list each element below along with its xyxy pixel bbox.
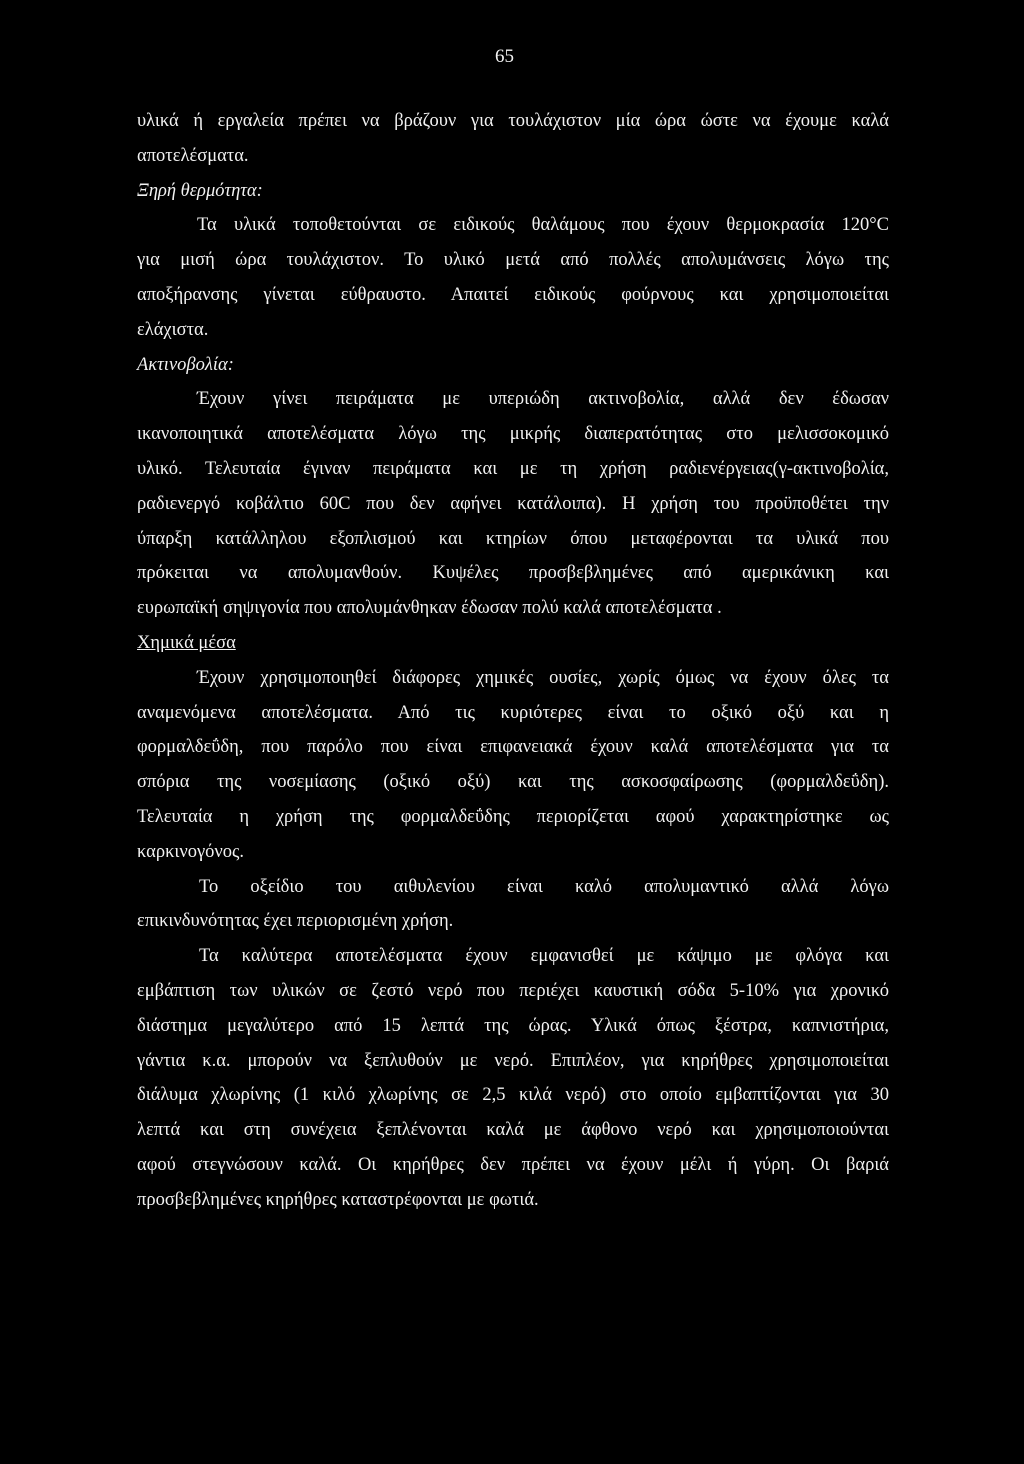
text-line: Τελευταία η χρήση της φορμαλδεΰδης περιορίζεται αφού χαρακτηρίστηκε ως — [137, 806, 889, 827]
page-body — [137, 104, 889, 1218]
text-line: ελάχιστα. — [137, 319, 209, 340]
text-line: ύπαρξη κατάλληλου εξοπλισμού και κτηρίων όπου μεταφέρονται τα υλικά που — [137, 528, 889, 549]
text-line: λεπτά και στη συνέχεια ξεπλένονται καλά με άφθονο νερό και χρησιμοποιούνται — [137, 1120, 889, 1141]
text-line: πρόκειται να απολυμανθούν. Κυψέλες προσβεβλημένες από αμερικάνικη και — [137, 563, 889, 584]
text-line: αποτελέσματα. — [137, 145, 249, 166]
text-line: σπόρια της νοσεμίασης (οξικό οξύ) και της ασκοσφαίρωσης (φορμαλδεΰδη). — [137, 772, 889, 793]
text-line: διάστημα μεγαλύτερο από 15 λεπτά της ώρας. Υλικά όπως ξέστρα, καπνιστήρια, — [137, 1015, 889, 1036]
text-line: ραδιενεργό κοβάλτιο 60C που δεν αφήνει κατάλοιπα). Η χρήση του προϋποθέτει την — [137, 493, 889, 514]
subheading-chemical-means: Χημικά μέσα — [137, 632, 236, 653]
subheading-dry-heat: Ξηρή θερμότητα: — [137, 180, 263, 201]
text-line: υλικά ή εργαλεία πρέπει να βράζουν για τουλάχιστον μία ώρα ώστε να έχουμε καλά — [137, 111, 889, 131]
text-line: Τα καλύτερα αποτελέσματα έχουν εμφανισθεί με κάψιμο με φλόγα και — [199, 946, 889, 967]
text-line: γάντια κ.α. μπορούν να ξεπλυθούν με νερό. Επιπλέον, για κηρήθρες χρησιμοποιείται — [137, 1050, 889, 1071]
text-line: υλικό. Τελευταία έγιναν πειράματα και με τη χρήση ραδιενέργειας(γ-ακτινοβολία, — [137, 458, 889, 479]
text-line: Έχουν γίνει πειράματα με υπεριώδη ακτινοβολία, αλλά δεν έδωσαν — [197, 389, 889, 410]
subheading-radiation: Ακτινοβολία: — [137, 354, 234, 375]
text-line: για μισή ώρα τουλάχιστον. Το υλικό μετά από πολλές απολυμάνσεις λόγω της — [137, 250, 889, 271]
text-line: ικανοποιητικά αποτελέσματα λόγω της μικρής διαπερατότητας στο μελισσοκομικό — [137, 424, 889, 445]
text-line: αφού στεγνώσουν καλά. Οι κηρήθρες δεν πρέπει να έχουν μέλι ή γύρη. Οι βαριά — [137, 1154, 889, 1175]
text-line: αναμενόμενα αποτελέσματα. Από τις κυριότερες είναι το οξικό οξύ και η — [137, 702, 889, 723]
text-line: Το οξείδιο του αιθυλενίου είναι καλό απολυμαντικό αλλά λόγω — [199, 876, 889, 897]
text-line: καρκινογόνος. — [137, 841, 244, 862]
text-line: εμβάπτιση των υλικών σε ζεστό νερό που περιέχει καυστική σόδα 5-10% για χρονικό — [137, 980, 889, 1001]
text-line: αποξήρανσης γίνεται εύθραυστο. Απαιτεί ειδικούς φούρνους και χρησιμοποιείται — [137, 284, 889, 305]
text-line: φορμαλδεΰδη, που παρόλο που είναι επιφανειακά έχουν καλά αποτελέσματα για τα — [137, 737, 889, 758]
text-line: επικινδυνότητας έχει περιορισμένη χρήση. — [137, 911, 454, 932]
text-line: Έχουν χρησιμοποιηθεί διάφορες χημικές ουσίες, χωρίς όμως να έχουν όλες τα — [197, 667, 889, 688]
text-line: προσβεβλημένες κηρήθρες καταστρέφονται με φωτιά. — [137, 1189, 539, 1210]
text-line: Τα υλικά τοποθετούνται σε ειδικούς θαλάμους που έχουν θερμοκρασία 120°C — [197, 215, 889, 236]
text-line: ευρωπαϊκή σηψιγονία που απολυμάνθηκαν έδωσαν πολύ καλά αποτελέσματα . — [137, 598, 722, 619]
text-line: διάλυμα χλωρίνης (1 κιλό χλωρίνης σε 2,5 κιλά νερό) στο οποίο εμβαπτίζονται για 30 — [137, 1085, 889, 1106]
page-number: 65 — [495, 46, 514, 67]
